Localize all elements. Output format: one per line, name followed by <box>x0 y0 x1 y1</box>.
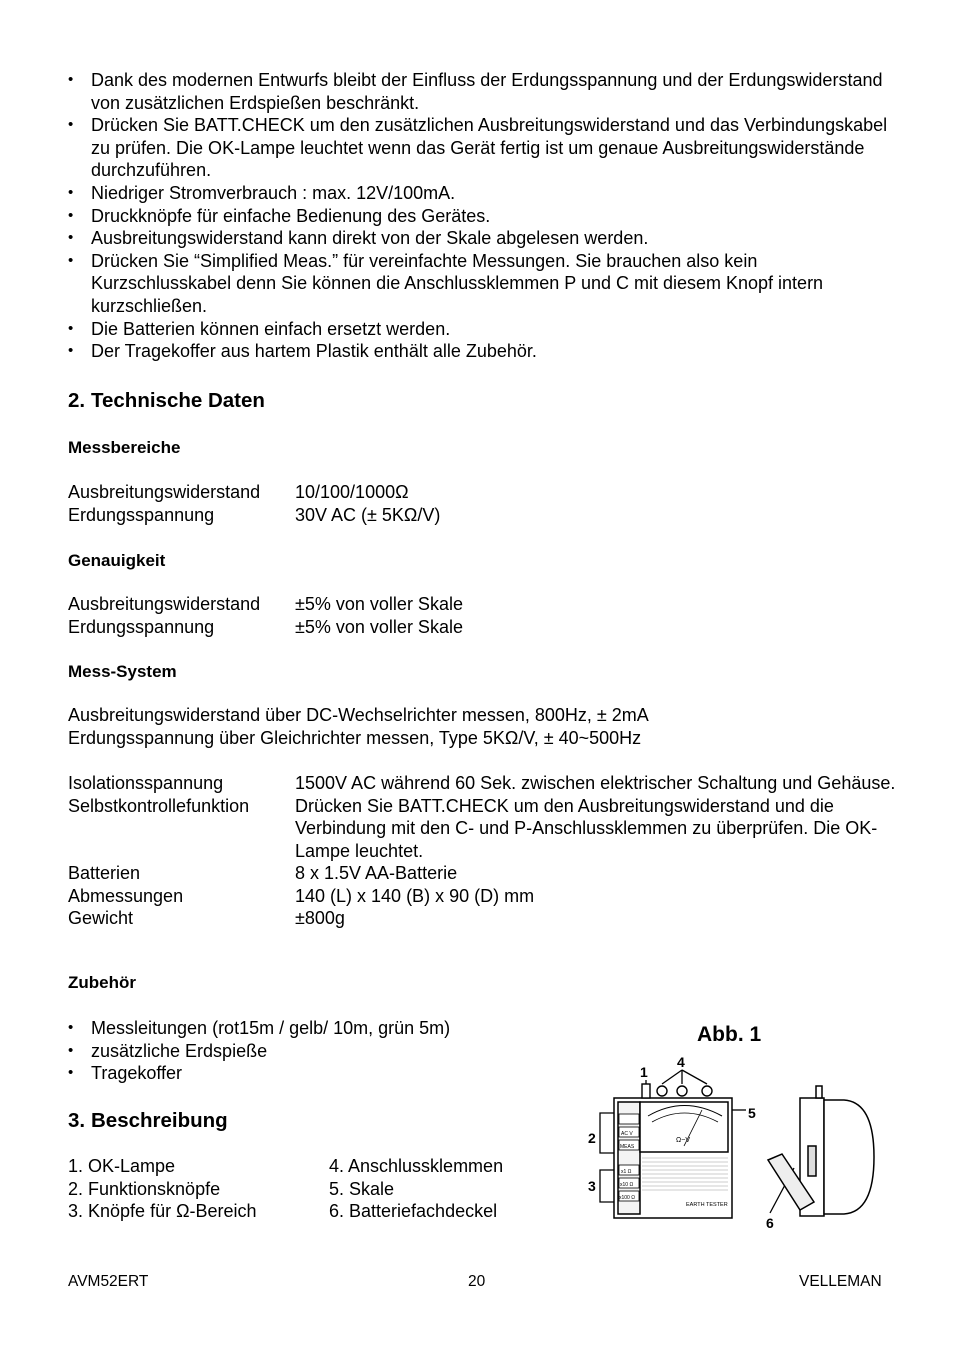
footer-brand: VELLEMAN <box>799 1273 882 1290</box>
subheading-messbereiche: Messbereiche <box>68 438 181 457</box>
zubehoer-list <box>68 1017 548 1085</box>
specs-table <box>68 772 898 930</box>
messbereiche-table <box>68 481 898 526</box>
footer-model: AVM52ERT <box>68 1273 149 1290</box>
list-item: • zusätzliche Erdspieße <box>68 1040 548 1063</box>
list-item: • Der Tragekoffer aus hartem Plastik enthält alle Zubehör. <box>68 340 898 363</box>
list-item: 4. Anschlussklemmen <box>329 1156 504 1176</box>
button-label: AC V <box>621 1131 633 1137</box>
callout-2: 2 <box>588 1130 596 1146</box>
callout-3: 3 <box>588 1178 596 1194</box>
callout-6: 6 <box>766 1215 774 1231</box>
section-heading-technische-daten: 2. Technische Daten <box>68 389 265 412</box>
list-item: • Drücken Sie BATT.CHECK um den zusätzlichen Ausbreitungswiderstand und das Verbindungskabel zu prüfen. Die OK-Lampe leuchtet wenn das Gerät fertig ist um genaue Ausbreitungswiderstände durchzuführen. <box>68 114 898 182</box>
table-row: Ausbreitungswiderstand 10/100/1000Ω <box>68 482 409 502</box>
table-row: Erdungsspannung 30V AC (± 5KΩ/V) <box>68 504 441 525</box>
list-item: • Dank des modernen Entwurfs bleibt der Einfluss der Erdungsspannung und der Erdungswiderstand von zusätzlichen Erdspießen beschränkt. <box>68 69 898 114</box>
table-row: Batterien 8 x 1.5V AA-Batterie <box>68 863 458 883</box>
description-right-column <box>329 1155 503 1223</box>
subheading-genauigkeit: Genauigkeit <box>68 551 166 570</box>
table-row: Selbstkontrollefunktion Drücken Sie BATT.CHECK um den Ausbreitungswiderstand und die Verbindung mit den C- und P-Anschlussklemmen zu überprüfen. Die OK-Lampe leuchtet. <box>68 795 878 861</box>
list-item: • Druckknöpfe für einfache Bedienung des Gerätes. <box>68 205 898 228</box>
button-label: MEAS <box>620 1144 635 1150</box>
scale-label: Ω~V <box>676 1137 690 1144</box>
callout-5: 5 <box>748 1105 756 1121</box>
list-item: • Drücken Sie “Simplified Meas.” für vereinfachte Messungen. Sie brauchen also kein Kurzschlusskabel denn Sie können die Anschlussklemmen P und C mit diesem Knopf intern kurzschließen. <box>68 250 898 318</box>
section-heading-beschreibung: 3. Beschreibung <box>68 1109 228 1132</box>
list-item: • Tragekoffer <box>68 1062 548 1085</box>
device-figure <box>582 1050 882 1235</box>
subheading-zubehoer: Zubehör <box>68 973 136 992</box>
subheading-mess-system: Mess-System <box>68 662 177 681</box>
footer-page-number: 20 <box>468 1273 486 1290</box>
button-label: x100 Ω <box>619 1195 635 1201</box>
intro-bullet-list <box>68 69 898 363</box>
table-row: Gewicht ±800g <box>68 908 345 928</box>
button-label: x1 Ω <box>621 1169 632 1175</box>
table-row: Abmessungen 140 (L) x 140 (B) x 90 (D) mm <box>68 885 535 906</box>
table-row: Ausbreitungswiderstand ±5% von voller Skale <box>68 594 463 614</box>
list-item: 3. Knöpfe für Ω-Bereich <box>68 1201 257 1221</box>
list-item: 5. Skale <box>329 1178 395 1199</box>
button-label: x10 Ω <box>620 1182 634 1188</box>
list-item: • Messleitungen (rot15m / gelb/ 10m, grün 5m) <box>68 1017 548 1040</box>
callout-4: 4 <box>677 1054 685 1070</box>
description-left-column <box>68 1155 257 1223</box>
table-row: Isolationsspannung 1500V AC während 60 Sek. zwischen elektrischer Schaltung und Gehäuse. <box>68 773 896 793</box>
callout-1: 1 <box>640 1064 648 1080</box>
list-item: • Ausbreitungswiderstand kann direkt von der Skale abgelesen werden. <box>68 227 898 250</box>
mess-system-text: Ausbreitungswiderstand über DC-Wechselrichter messen, 800Hz, ± 2mA Erdungsspannung über Gleichrichter messen, Type 5KΩ/V, ± 40~500Hz <box>68 705 649 748</box>
list-item: 1. OK-Lampe <box>68 1156 176 1176</box>
genauigkeit-table <box>68 593 898 638</box>
list-item: 6. Batteriefachdeckel <box>329 1201 498 1221</box>
list-item: • Die Batterien können einfach ersetzt werden. <box>68 318 898 341</box>
list-item: 2. Funktionsknöpfe <box>68 1178 221 1199</box>
figure-title: Abb. 1 <box>697 1023 762 1046</box>
device-label: EARTH TESTER <box>686 1202 728 1208</box>
table-row: Erdungsspannung ±5% von voller Skale <box>68 616 463 637</box>
list-item: • Niedriger Stromverbrauch : max. 12V/100mA. <box>68 182 898 205</box>
